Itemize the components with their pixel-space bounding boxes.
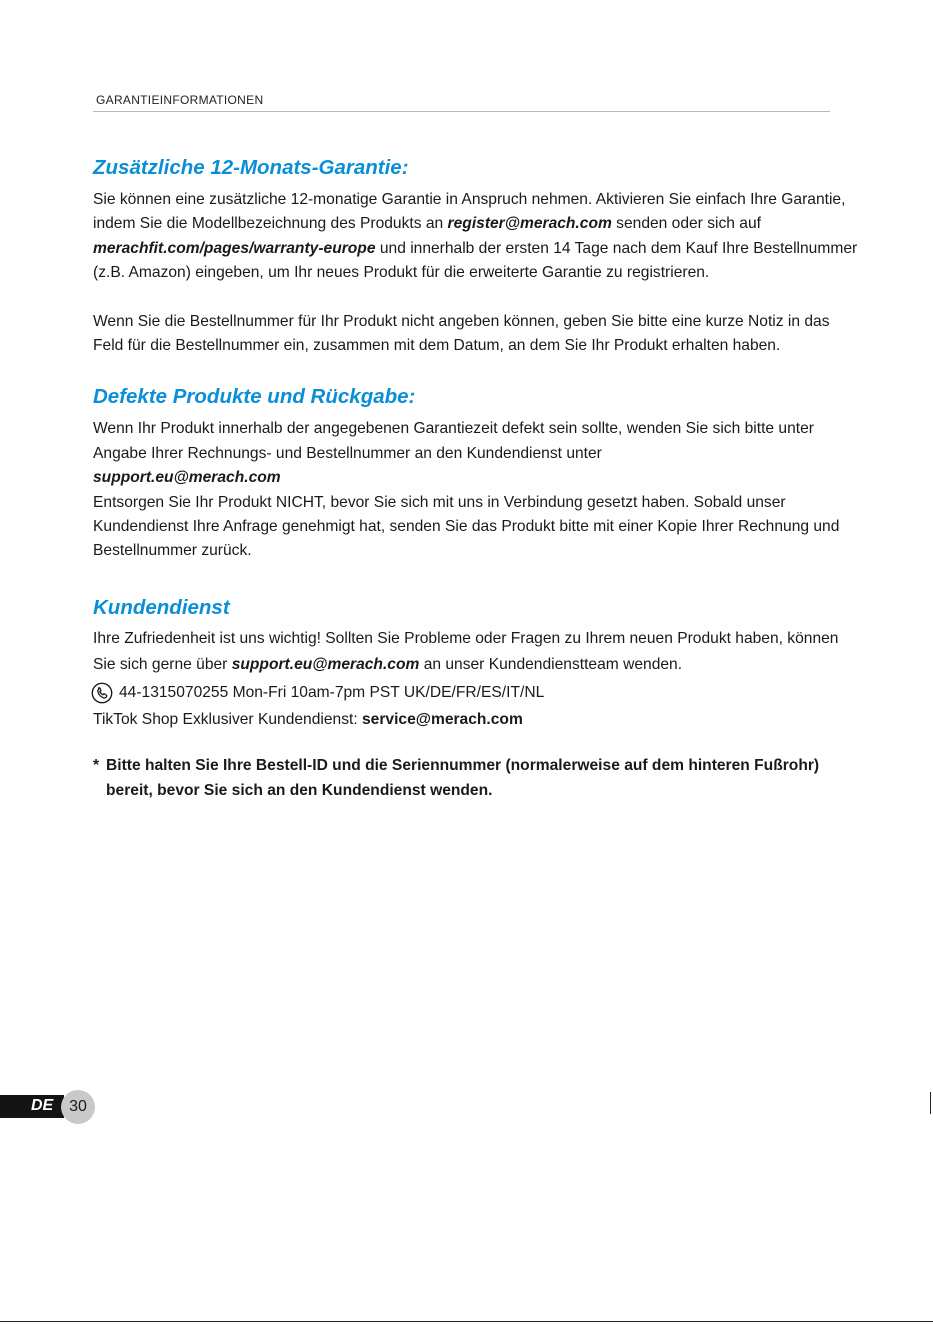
customer-service-paragraph [93, 626, 863, 679]
text-run: an unser Kundendienstteam wenden. [419, 656, 683, 674]
phone-row [93, 679, 863, 706]
phone-number-hours: 44-1315070255 Mon-Fri 10am-7pm PST UK/DE/FR/ES/IT/NL [119, 684, 545, 702]
header-divider [93, 111, 830, 112]
page-header-title: GARANTIEINFORMATIONEN [96, 93, 264, 107]
order-number-note-paragraph: Wenn Sie die Bestellnummer für Ihr Produkt nicht angeben können, geben Sie bitte eine kurze Notiz in das Feld für die Bestellnummer ein, zusammen mit dem Datum, an dem Sie Ihr Produkt erhalten haben. [93, 312, 830, 355]
page-number: 30 [61, 1090, 95, 1124]
text-run: Sie können eine zusätzliche 12-monatige Garantie in Anspruch nehmen. Aktivieren Sie einfach Ihre Garantie, indem Sie die Modellbezeichnung des Produkts an [93, 191, 846, 233]
tiktok-service-label: TikTok Shop Exklusiver Kundendienst: [93, 711, 362, 729]
text-run: Ihre Zufriedenheit ist uns wichtig! Sollten Sie Probleme oder Fragen zu Ihrem neuen Produkt haben, können Sie sich gerne über [93, 629, 839, 674]
defects-paragraph [93, 417, 863, 563]
note-text: Bitte halten Sie Ihre Bestell-ID und die Seriennummer (normalerweise auf dem hinteren Fußrohr) bereit, bevor Sie sich an den Kundendienst wenden. [106, 757, 820, 800]
section-heading-defects-returns: Defekte Produkte und Rückgabe: [93, 385, 416, 409]
support-email-link-2[interactable]: support.eu@merach.com [231, 656, 420, 674]
bottom-divider [0, 1321, 933, 1322]
extra-warranty-paragraph [93, 188, 863, 286]
register-email-link[interactable]: register@merach.com [447, 215, 612, 233]
text-run: Wenn Ihr Produkt innerhalb der angegebenen Garantiezeit defekt sein sollte, wenden Sie sich bitte unter Angabe Ihrer Rechnungs- und Bestellnummer an den Kundendienst unter [93, 420, 814, 462]
tiktok-service-email-link[interactable]: service@merach.com [361, 711, 523, 729]
text-run: Entsorgen Sie Ihr Produkt NICHT, bevor Sie sich mit uns in Verbindung gesetzt haben. Sobald unser Kundendienst Ihre Anfrage genehmigt hat, senden Sie das Produkt bitte mit einer Kopie Ihrer Rechnung und Bestellnummer zurück. [93, 493, 840, 560]
note-asterisk: * [93, 757, 100, 775]
important-note [93, 753, 863, 803]
support-email-link[interactable]: support.eu@merach.com [93, 469, 281, 487]
text-run: und innerhalb der ersten 14 Tage nach dem Kauf Ihre Bestellnummer (z.B. Amazon) eingeben, um Ihr neues Produkt für die erweiterte Garantie zu registrieren. [93, 239, 858, 282]
tiktok-service-line [93, 706, 863, 733]
warranty-url-link[interactable]: merachfit.com/pages/warranty-europe [93, 239, 376, 257]
section-heading-extra-warranty: Zusätzliche 12-Monats-Garantie: [93, 156, 409, 179]
phone-icon [91, 682, 113, 704]
edge-mark [930, 1092, 931, 1114]
language-label: DE [31, 1097, 54, 1114]
section-heading-customer-service: Kundendienst [93, 595, 230, 619]
text-run: senden oder sich auf [611, 215, 761, 233]
page-content [93, 150, 863, 803]
